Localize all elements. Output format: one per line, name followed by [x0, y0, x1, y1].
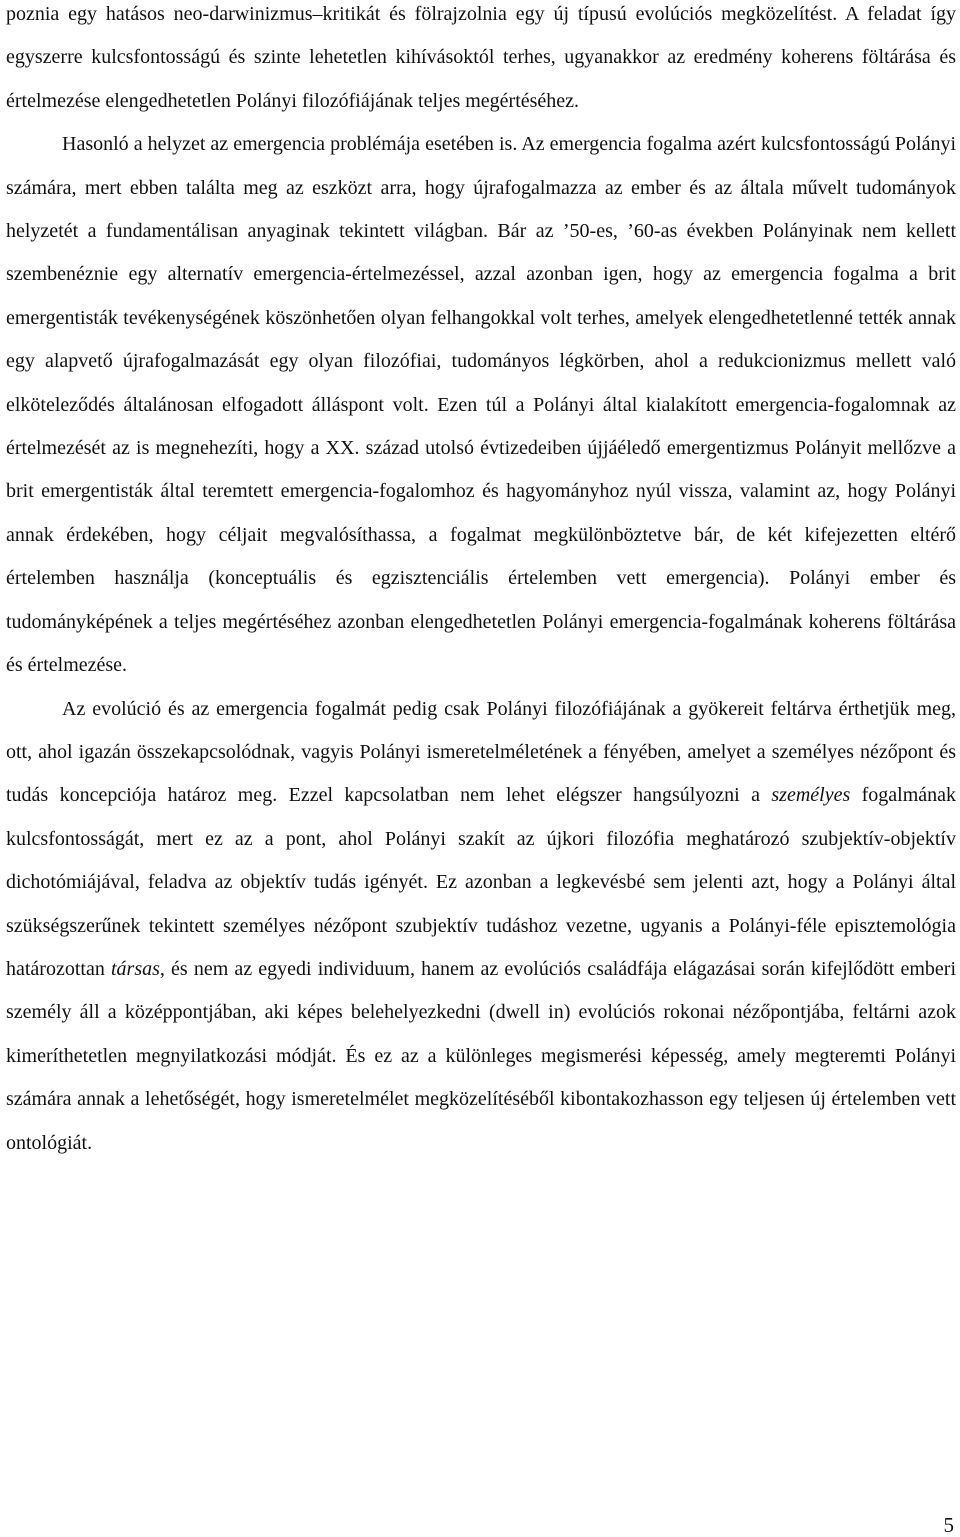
paragraph-2-text: Hasonló a helyzet az emergencia problémája esetében is. Az emergencia fogalma azért kulcsfontosságú Polányi számára, mert ebben találta meg az eszközt arra, hogy újrafogalmazza az ember és az általa művelt tudományok helyzetét a fundamentálisan anyaginak tekintett világban. Bár az ’50-es, ’60-as években Polányinak nem kellett szembenéznie egy alternatív emergencia-értelmezéssel, azzal azonban igen, hogy az emergencia fogalma a brit emergentisták tevékenységének köszönhetően olyan felhangokkal volt terhes, amelyek elengedhetetlenné tették annak egy alapvető újrafogalmazását egy olyan filozófiai, tudományos légkörben, ahol a redukcionizmus mellett való elköteleződés általánosan elfogadott álláspont volt. Ezen túl a Polányi által kialakított emergencia-fogalomnak az értelmezését az is megnehezíti, hogy a XX. század utolsó évtizedeiben újjáéledő emergentizmus Polányit mellőzve a brit emergentisták által teremtett emergencia-fogalomhoz és hagyományhoz nyúl vissza, valamint az, hogy Polányi annak érdekében, hogy céljait megvalósíthassa, a fogalmat megkülönböztetve bár, de két kifejezetten eltérő értelemben használja (konceptuális és egzisztenciális értelemben vett emergencia). Polányi ember és tudományképének a teljes megértéséhez azonban elengedhetetlen Polányi emergencia-fogalmának koherens föltárása és értelmezése.: [6, 133, 956, 677]
document-page: [6, 0, 956, 1165]
paragraph-3-text-c: , és nem az egyedi individuum, hanem az evolúciós családfája elágazásai során kifejlődött emberi személy áll a középpontjában, aki képes belehelyezkedni (dwell in) evolúciós rokonai nézőpontjába, feltárni azok kimeríthetetlen megnyilatkozási módját. És ez az a különleges megismerési képesség, amely megteremti Polányi számára annak a lehetőségét, hogy ismeretelmélet megközelítéséből kibontakozhasson egy teljesen új értelemben vett ontológiát.: [6, 957, 956, 1154]
paragraph-1: [6, 0, 956, 123]
paragraph-3-text-b: fogalmának kulcsfontosságát, mert ez az a pont, ahol Polányi szakít az újkori filozófia meghatározó szubjektív-objektív dichotómiájával, feladva az objektív tudás igényét. Ez azonban a legkevésbé sem jelenti azt, hogy a Polányi által szükségszerűnek tekintett személyes nézőpont szubjektív tudáshoz vezetne, ugyanis a Polányi-féle episztemológia határozottan: [6, 784, 957, 980]
paragraph-3-italic-szemelyes: személyes: [771, 784, 851, 807]
paragraph-1-text: poznia egy hatásos neo-darwinizmus–kritikát és fölrajzolnia egy új típusú evolúciós megközelítést. A feladat így egyszerre kulcsfontosságú és szinte lehetetlen kihívásoktól terhes, ugyanakkor az eredmény koherens föltárása és értelmezése elengedhetetlen Polányi filozófiájának teljes megértéséhez.: [6, 3, 956, 112]
page-number: 5: [943, 1513, 954, 1537]
paragraph-3-italic-tarsas: társas: [110, 957, 160, 980]
paragraph-3-text-a: Az evolúció és az emergencia fogalmát pedig csak Polányi filozófiájának a gyökereit feltárva érthetjük meg, ott, ahol igazán összekapcsolódnak, vagyis Polányi ismeretelméletének a fényében, amelyet a személyes nézőpont és tudás koncepciója határoz meg. Ezzel kapcsolatban nem lehet elégszer hangsúlyozni a: [6, 697, 956, 807]
paragraph-3: [6, 688, 956, 1165]
paragraph-2: [6, 123, 956, 687]
